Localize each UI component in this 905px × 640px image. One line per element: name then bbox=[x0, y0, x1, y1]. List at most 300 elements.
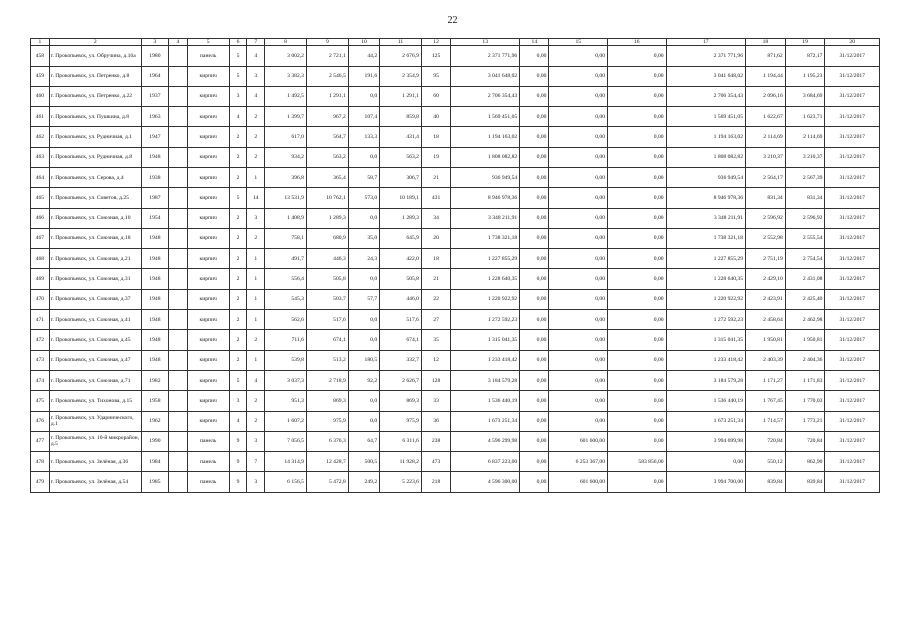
table-cell: 872,17 bbox=[785, 46, 825, 66]
table-cell: 0,00 bbox=[549, 249, 608, 269]
table-cell: панель bbox=[187, 452, 229, 472]
table-cell: 1 950,81 bbox=[785, 330, 825, 350]
table-cell: 20 bbox=[421, 228, 450, 248]
table-cell: 0,00 bbox=[520, 370, 549, 390]
table-cell: 539,8 bbox=[265, 350, 307, 370]
column-header: 5 bbox=[187, 39, 229, 46]
address-cell: г. Прокопьевск, ул. Союзная, д.71 bbox=[49, 370, 141, 390]
column-header: 18 bbox=[746, 39, 786, 46]
table-cell: 1 233 418,42 bbox=[666, 350, 745, 370]
table-cell: 1 291,1 bbox=[380, 86, 422, 106]
column-header: 1 bbox=[31, 39, 50, 46]
table-cell: 31/12/2017 bbox=[825, 350, 880, 370]
table-cell: 2 754,54 bbox=[785, 249, 825, 269]
table-cell: кирпич bbox=[187, 86, 229, 106]
table-cell: 35 bbox=[421, 330, 450, 350]
table-cell: 3 041 648,02 bbox=[451, 66, 520, 86]
table-cell: 1 767,45 bbox=[746, 391, 786, 411]
table-cell: 0,0 bbox=[348, 391, 379, 411]
table-row bbox=[31, 350, 880, 370]
table-cell: 475 bbox=[31, 391, 50, 411]
table-cell bbox=[168, 66, 187, 86]
table-cell: 11 928,2 bbox=[380, 452, 422, 472]
table-cell: 446,0 bbox=[380, 289, 422, 309]
table-cell: 133,3 bbox=[348, 127, 379, 147]
table-cell: 125 bbox=[421, 46, 450, 66]
table-cell: 1948 bbox=[141, 147, 168, 167]
table-cell: 563,2 bbox=[380, 147, 422, 167]
table-cell: 3 002,2 bbox=[265, 46, 307, 66]
table-cell: 1 bbox=[247, 269, 265, 289]
table-cell: 1 291,1 bbox=[306, 86, 348, 106]
table-cell: 2 458,64 bbox=[746, 310, 786, 330]
table-cell: 0,0 bbox=[348, 147, 379, 167]
address-cell: г. Прокопьевск, ул. Союзная, д.10 bbox=[49, 208, 141, 228]
table-row bbox=[31, 228, 880, 248]
table-cell: 1 808 082,82 bbox=[451, 147, 520, 167]
table-cell: 0,00 bbox=[520, 411, 549, 431]
table-cell: 0,00 bbox=[520, 431, 549, 451]
table-cell bbox=[168, 472, 187, 492]
address-cell: г. Прокопьевск, ул. Союзная, д.47 bbox=[49, 350, 141, 370]
table-cell: 871,62 bbox=[746, 46, 786, 66]
table-cell: 2 bbox=[229, 167, 247, 187]
table-cell bbox=[168, 452, 187, 472]
table-cell: 21 bbox=[421, 269, 450, 289]
table-cell: 1 171,83 bbox=[785, 370, 825, 390]
table-cell: 5 bbox=[229, 370, 247, 390]
table-cell: 1948 bbox=[141, 228, 168, 248]
table-cell: 64,7 bbox=[348, 431, 379, 451]
table-cell: 0,00 bbox=[520, 330, 549, 350]
table-cell: 500,5 bbox=[348, 452, 379, 472]
table-cell: 1 228 640,35 bbox=[451, 269, 520, 289]
table-cell: 1 569 451,05 bbox=[666, 107, 745, 127]
table-cell: 332,7 bbox=[380, 350, 422, 370]
table-cell bbox=[168, 188, 187, 208]
table-cell: 563,2 bbox=[306, 147, 348, 167]
table-cell: кирпич bbox=[187, 269, 229, 289]
table-cell: 1 195,23 bbox=[785, 66, 825, 86]
table-row bbox=[31, 330, 880, 350]
table-cell: 21 bbox=[421, 167, 450, 187]
table-cell: 446,3 bbox=[306, 249, 348, 269]
table-cell: 2 423,91 bbox=[746, 289, 786, 309]
table-cell: 35,0 bbox=[348, 228, 379, 248]
table-cell: 463 bbox=[31, 147, 50, 167]
table-cell: 2 bbox=[247, 411, 265, 431]
column-header: 2 bbox=[49, 39, 141, 46]
table-cell bbox=[168, 249, 187, 269]
table-cell bbox=[168, 350, 187, 370]
table-cell: 1 171,27 bbox=[746, 370, 786, 390]
header-row bbox=[31, 39, 880, 46]
table-cell: 975,9 bbox=[306, 411, 348, 431]
table-cell: 0,00 bbox=[549, 188, 608, 208]
table-cell: панель bbox=[187, 472, 229, 492]
table-cell: 31/12/2017 bbox=[825, 147, 880, 167]
table-cell: 1990 bbox=[141, 431, 168, 451]
table-cell: 2 bbox=[229, 127, 247, 147]
table-cell: 1938 bbox=[141, 167, 168, 187]
table-cell: 0,00 bbox=[608, 310, 667, 330]
table-cell: 1 289,3 bbox=[380, 208, 422, 228]
table-cell: 2 bbox=[229, 289, 247, 309]
address-cell: г. Прокопьевск, ул. Рудничная, д.8 bbox=[49, 147, 141, 167]
table-row bbox=[31, 289, 880, 309]
column-header: 17 bbox=[666, 39, 745, 46]
table-cell: 2 bbox=[229, 330, 247, 350]
table-cell: 8 946 978,36 bbox=[451, 188, 520, 208]
table-cell: 645,9 bbox=[380, 228, 422, 248]
table-cell: 0,00 bbox=[549, 411, 608, 431]
table-cell: 14 bbox=[247, 188, 265, 208]
table-cell: 1980 bbox=[141, 46, 168, 66]
table-cell: 6 376,3 bbox=[306, 431, 348, 451]
table-cell: 0,0 bbox=[348, 208, 379, 228]
column-header: 6 bbox=[229, 39, 247, 46]
table-cell: 36 bbox=[421, 411, 450, 431]
table-cell: 2 403,39 bbox=[746, 350, 786, 370]
table-cell: 2 718,9 bbox=[306, 370, 348, 390]
table-cell: 562,6 bbox=[265, 310, 307, 330]
table-cell: 92,2 bbox=[348, 370, 379, 390]
table-cell: 3 994 700,00 bbox=[666, 472, 745, 492]
address-cell: г. Прокопьевск, ул. Союзная, д.45 bbox=[49, 330, 141, 350]
address-cell: г. Прокопьевск, ул. Советов, д.25 bbox=[49, 188, 141, 208]
table-cell: 0,00 bbox=[608, 86, 667, 106]
table-cell: 720,84 bbox=[746, 431, 786, 451]
table-cell: 44,2 bbox=[348, 46, 379, 66]
table-cell: кирпич bbox=[187, 188, 229, 208]
table-cell: 1 220 922,92 bbox=[666, 289, 745, 309]
table-cell: 0,00 bbox=[549, 107, 608, 127]
table-cell: 556,4 bbox=[265, 269, 307, 289]
table-cell bbox=[168, 370, 187, 390]
table-cell: 2 bbox=[247, 147, 265, 167]
table-cell: кирпич bbox=[187, 391, 229, 411]
table-cell: 1958 bbox=[141, 391, 168, 411]
table-cell: 479 bbox=[31, 472, 50, 492]
column-header: 7 bbox=[247, 39, 265, 46]
table-cell: 0,00 bbox=[549, 330, 608, 350]
table-cell: 1 289,3 bbox=[306, 208, 348, 228]
table-cell: 1984 bbox=[141, 452, 168, 472]
table-cell bbox=[168, 46, 187, 66]
table-cell: 0,00 bbox=[549, 228, 608, 248]
table-cell: 0,00 bbox=[549, 350, 608, 370]
table-cell: 831,34 bbox=[746, 188, 786, 208]
table-cell: 967,2 bbox=[306, 107, 348, 127]
table-cell: 191,6 bbox=[348, 66, 379, 86]
table-cell: 1 227 855,29 bbox=[451, 249, 520, 269]
table-cell: 1 233 418,42 bbox=[451, 350, 520, 370]
table-cell: 6 156,5 bbox=[265, 472, 307, 492]
table-cell: 9 bbox=[229, 431, 247, 451]
table-cell: 2 bbox=[247, 228, 265, 248]
table-cell: 431 bbox=[421, 188, 450, 208]
table-cell: 306,7 bbox=[380, 167, 422, 187]
table-cell: 476 bbox=[31, 411, 50, 431]
column-header: 8 bbox=[265, 39, 307, 46]
table-cell: кирпич bbox=[187, 350, 229, 370]
table-cell: 473 bbox=[421, 452, 450, 472]
table-cell bbox=[168, 167, 187, 187]
table-cell: 2 564,17 bbox=[746, 167, 786, 187]
address-cell: г. Прокопьевск, ул. Обручина, д.16а bbox=[49, 46, 141, 66]
table-cell: 31/12/2017 bbox=[825, 370, 880, 390]
table-cell: 470 bbox=[31, 289, 50, 309]
table-cell: 8 946 978,36 bbox=[666, 188, 745, 208]
table-cell: 517,6 bbox=[380, 310, 422, 330]
table-cell: 0,00 bbox=[520, 208, 549, 228]
table-cell: кирпич bbox=[187, 310, 229, 330]
table-cell: 601 600,00 bbox=[549, 472, 608, 492]
table-cell: 1 399,7 bbox=[265, 107, 307, 127]
table-cell: 0,00 bbox=[549, 310, 608, 330]
table-cell: 2 429,10 bbox=[746, 269, 786, 289]
table-cell: 461 bbox=[31, 107, 50, 127]
address-cell: г. Прокопьевск, ул. Серова, д.4 bbox=[49, 167, 141, 187]
table-cell: 517,6 bbox=[306, 310, 348, 330]
table-cell: 1 227 855,29 bbox=[666, 249, 745, 269]
table-cell: 0,00 bbox=[608, 350, 667, 370]
table-cell: 12 bbox=[421, 350, 450, 370]
table-cell: 31/12/2017 bbox=[825, 208, 880, 228]
table-cell: 936 949,54 bbox=[451, 167, 520, 187]
table-row bbox=[31, 431, 880, 451]
table-row bbox=[31, 249, 880, 269]
table-cell bbox=[168, 147, 187, 167]
table-cell: 1 536 440,19 bbox=[666, 391, 745, 411]
table-cell: 1 622,67 bbox=[746, 107, 786, 127]
table-cell: 0,00 bbox=[608, 66, 667, 86]
table-cell: 24,3 bbox=[348, 249, 379, 269]
table-cell: 31/12/2017 bbox=[825, 188, 880, 208]
table-cell: 3 184 579,28 bbox=[451, 370, 520, 390]
table-cell bbox=[168, 391, 187, 411]
table-cell: 0,00 bbox=[549, 167, 608, 187]
table-cell: 365,4 bbox=[306, 167, 348, 187]
table-cell: 9 bbox=[229, 452, 247, 472]
table-cell: 31/12/2017 bbox=[825, 431, 880, 451]
column-header: 16 bbox=[608, 39, 667, 46]
table-cell: 1 673 251,34 bbox=[666, 411, 745, 431]
table-row bbox=[31, 46, 880, 66]
table-cell: 218 bbox=[421, 472, 450, 492]
table-cell: 1948 bbox=[141, 310, 168, 330]
table-row bbox=[31, 310, 880, 330]
address-cell: г. Прокопьевск, ул. Союзная, д.18 bbox=[49, 228, 141, 248]
table-cell: 1 569 451,05 bbox=[451, 107, 520, 127]
table-cell: 0,00 bbox=[520, 147, 549, 167]
table-cell: 1947 bbox=[141, 127, 168, 147]
table-cell: 2 bbox=[229, 269, 247, 289]
table-cell: 0,00 bbox=[520, 188, 549, 208]
table-cell: 1985 bbox=[141, 472, 168, 492]
table-cell: 4 596 300,00 bbox=[451, 472, 520, 492]
table-cell: 459 bbox=[31, 66, 50, 86]
table-cell: 1 738 321,18 bbox=[666, 228, 745, 248]
table-cell: 473 bbox=[31, 350, 50, 370]
table-cell: 1 220 922,92 bbox=[451, 289, 520, 309]
table-cell: 2 546,5 bbox=[306, 66, 348, 86]
table-cell: 60 bbox=[421, 86, 450, 106]
table-cell: 0,00 bbox=[666, 452, 745, 472]
table-cell: 2 706 354,43 bbox=[666, 86, 745, 106]
table-cell bbox=[168, 289, 187, 309]
table-cell: 2 555,54 bbox=[785, 228, 825, 248]
table-body bbox=[31, 46, 880, 493]
address-cell: г. Прокопьевск, ул. Союзная, д.31 bbox=[49, 269, 141, 289]
table-cell: 0,00 bbox=[608, 472, 667, 492]
table-cell bbox=[168, 127, 187, 147]
table-cell: 1948 bbox=[141, 289, 168, 309]
table-cell bbox=[168, 208, 187, 228]
table-cell: 466 bbox=[31, 208, 50, 228]
table-cell: панель bbox=[187, 431, 229, 451]
table-cell: 0,00 bbox=[608, 289, 667, 309]
address-cell: г. Прокопьевск, ул. Пушкина, д.8 bbox=[49, 107, 141, 127]
table-cell: 0,00 bbox=[608, 228, 667, 248]
table-cell: 0,00 bbox=[608, 249, 667, 269]
table-cell: 583 856,00 bbox=[608, 452, 667, 472]
table-cell: 5 bbox=[229, 66, 247, 86]
table-cell: 3 348 211,91 bbox=[666, 208, 745, 228]
table-cell: 550,12 bbox=[746, 452, 786, 472]
table-cell: 1 bbox=[247, 167, 265, 187]
table-cell: 19 bbox=[421, 147, 450, 167]
table-cell: 1948 bbox=[141, 350, 168, 370]
table-cell: 31/12/2017 bbox=[825, 330, 880, 350]
table-cell: 396,8 bbox=[265, 167, 307, 187]
table-cell: 711,6 bbox=[265, 330, 307, 350]
table-cell: 31/12/2017 bbox=[825, 249, 880, 269]
table-cell: 128 bbox=[421, 370, 450, 390]
table-cell: 31/12/2017 bbox=[825, 66, 880, 86]
table-cell: 545,3 bbox=[265, 289, 307, 309]
table-cell: 3 bbox=[247, 472, 265, 492]
address-cell: г. Прокопьевск, ул. Тихонова, д.15 bbox=[49, 391, 141, 411]
table-cell: 1 673 251,34 bbox=[451, 411, 520, 431]
table-cell: кирпич bbox=[187, 249, 229, 269]
table-cell: 33 bbox=[421, 391, 450, 411]
table-cell: 31/12/2017 bbox=[825, 228, 880, 248]
table-cell: 936 949,54 bbox=[666, 167, 745, 187]
table-cell: 0,00 bbox=[608, 147, 667, 167]
table-cell: 839,84 bbox=[746, 472, 786, 492]
table-cell: 3 210,37 bbox=[785, 147, 825, 167]
table-cell bbox=[168, 431, 187, 451]
table-cell: 3 041 648,02 bbox=[666, 66, 745, 86]
table-cell: 2 114,69 bbox=[746, 127, 786, 147]
table-cell: 40 bbox=[421, 107, 450, 127]
table-cell: 0,00 bbox=[520, 310, 549, 330]
column-header: 9 bbox=[306, 39, 348, 46]
table-cell: 505,8 bbox=[380, 269, 422, 289]
table-cell: 478 bbox=[31, 452, 50, 472]
table-cell: 0,00 bbox=[520, 127, 549, 147]
table-cell: 22 bbox=[421, 289, 450, 309]
table-cell: 31/12/2017 bbox=[825, 107, 880, 127]
table-cell: 31/12/2017 bbox=[825, 167, 880, 187]
table-cell: 431,4 bbox=[380, 127, 422, 147]
column-header: 19 bbox=[785, 39, 825, 46]
table-cell: 2 bbox=[247, 127, 265, 147]
table-cell: 2 bbox=[229, 249, 247, 269]
table-cell: 0,00 bbox=[608, 391, 667, 411]
table-cell: 0,00 bbox=[520, 391, 549, 411]
table-cell: 2 596,92 bbox=[746, 208, 786, 228]
table-cell: 2 bbox=[229, 147, 247, 167]
table-cell: 0,00 bbox=[549, 289, 608, 309]
address-cell: г. Прокопьевск, ул. 10-й микрорайон, д.5 bbox=[49, 431, 141, 451]
table-cell: 468 bbox=[31, 249, 50, 269]
table-cell: 31/12/2017 bbox=[825, 310, 880, 330]
table-cell: 1 492,5 bbox=[265, 86, 307, 106]
table-cell: 2 404,36 bbox=[785, 350, 825, 370]
table-cell: 674,1 bbox=[380, 330, 422, 350]
table-cell: 1 228 640,35 bbox=[666, 269, 745, 289]
table-cell: 34 bbox=[421, 208, 450, 228]
address-cell: г. Прокопьевск, ул. Рудничная, д.1 bbox=[49, 127, 141, 147]
table-cell: кирпич bbox=[187, 66, 229, 86]
table-cell: кирпич bbox=[187, 147, 229, 167]
table-row bbox=[31, 472, 880, 492]
table-cell: 10 189,1 bbox=[380, 188, 422, 208]
table-row bbox=[31, 188, 880, 208]
table-cell: 1962 bbox=[141, 411, 168, 431]
table-cell: 491,7 bbox=[265, 249, 307, 269]
table-cell: 3 382,3 bbox=[265, 66, 307, 86]
table-cell: 31/12/2017 bbox=[825, 46, 880, 66]
table-cell: кирпич bbox=[187, 411, 229, 431]
table-cell: 0,00 bbox=[608, 269, 667, 289]
table-cell: 0,00 bbox=[520, 66, 549, 86]
table-cell: 0,00 bbox=[549, 208, 608, 228]
table-cell: 0,0 bbox=[348, 310, 379, 330]
table-cell: 0,00 bbox=[549, 127, 608, 147]
table-cell: кирпич bbox=[187, 107, 229, 127]
table-cell: 0,00 bbox=[608, 208, 667, 228]
table-cell: 1 194 163,02 bbox=[451, 127, 520, 147]
table-cell: 31/12/2017 bbox=[825, 452, 880, 472]
table-cell: 831,34 bbox=[785, 188, 825, 208]
table-cell: 3 bbox=[229, 391, 247, 411]
table-cell: 2 552,98 bbox=[746, 228, 786, 248]
table-cell: 2 371 771,96 bbox=[666, 46, 745, 66]
table-cell: 1 408,9 bbox=[265, 208, 307, 228]
table-cell: 3 037,3 bbox=[265, 370, 307, 390]
table-cell: 0,00 bbox=[549, 147, 608, 167]
table-cell: 0,00 bbox=[520, 269, 549, 289]
table-row bbox=[31, 66, 880, 86]
table-cell: 6 311,6 bbox=[380, 431, 422, 451]
table-cell: 3 bbox=[229, 86, 247, 106]
table-cell: 14 314,9 bbox=[265, 452, 307, 472]
table-cell: 31/12/2017 bbox=[825, 391, 880, 411]
table-cell: 18 bbox=[421, 127, 450, 147]
table-cell: 1 536 440,19 bbox=[451, 391, 520, 411]
table-cell: 460 bbox=[31, 86, 50, 106]
table-cell: 2 bbox=[229, 208, 247, 228]
table-cell: 5 bbox=[229, 188, 247, 208]
table-cell: 2 bbox=[247, 107, 265, 127]
table-cell: кирпич bbox=[187, 289, 229, 309]
table-cell: 0,00 bbox=[608, 188, 667, 208]
table-cell: 859,8 bbox=[380, 107, 422, 127]
table-cell: 31/12/2017 bbox=[825, 411, 880, 431]
